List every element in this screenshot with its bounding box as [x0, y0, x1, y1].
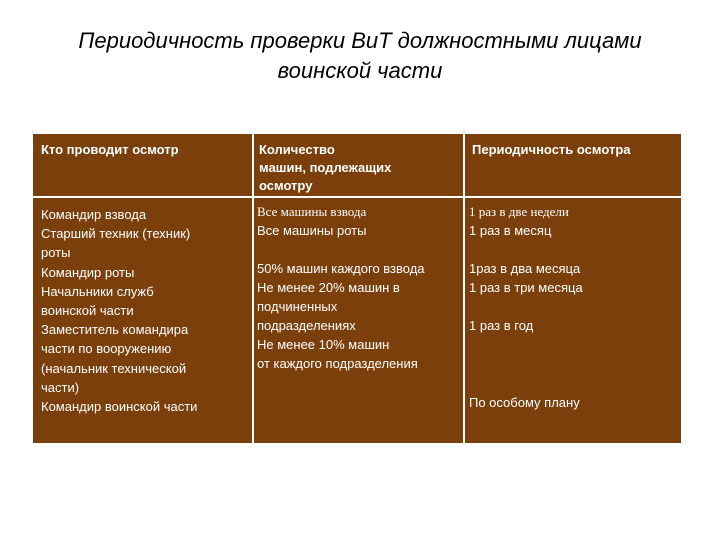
- who-line: Командир взвода: [41, 207, 147, 222]
- who-line: части): [41, 380, 80, 395]
- who-line: воинской части: [41, 303, 134, 318]
- who-line: Заместитель командира: [41, 322, 189, 337]
- slide-title-line-2: воинской части: [277, 58, 443, 83]
- count-line: подразделениях: [257, 318, 356, 333]
- count-line: от каждого подразделения: [257, 356, 418, 371]
- row-divider: [33, 196, 681, 198]
- who-line: Старший техник (техник): [41, 226, 191, 241]
- count-line: Все машины роты: [257, 223, 367, 238]
- who-line: Командир роты: [41, 265, 135, 280]
- who-line: Командир воинской части: [41, 399, 198, 414]
- slide-title-line-1: Периодичность проверки ВиТ должностными лицами: [78, 28, 642, 53]
- who-line: роты: [41, 245, 71, 260]
- who-line: (начальник технической: [41, 361, 187, 376]
- header-count-line-1: Количество: [259, 142, 335, 157]
- period-line: По особому плану: [469, 395, 580, 410]
- count-line: Все машины взвода: [257, 204, 367, 219]
- slide-title: [0, 26, 720, 86]
- count-line: подчиненных: [257, 299, 338, 314]
- count-line: Не менее 10% машин: [257, 337, 390, 352]
- header-count: [259, 141, 459, 195]
- column-divider-2: [463, 134, 465, 443]
- header-count-line-2: машин, подлежащих: [259, 160, 392, 175]
- period-line: 1 раз в две недели: [469, 204, 569, 219]
- header-period: Периодичность осмотра: [472, 142, 631, 157]
- header-who: Кто проводит осмотр: [41, 142, 179, 157]
- column-divider-1: [252, 134, 254, 443]
- period-line: 1 раз в год: [469, 318, 534, 333]
- period-line: 1 раз в месяц: [469, 223, 552, 238]
- header-count-line-3: осмотру: [259, 178, 313, 193]
- who-line: части по вооружению: [41, 341, 172, 356]
- count-line: 50% машин каждого взвода: [257, 261, 425, 276]
- count-line: Не менее 20% машин в: [257, 280, 400, 295]
- inspection-table: [33, 134, 681, 443]
- period-line: 1раз в два месяца: [469, 261, 581, 276]
- period-line: 1 раз в три месяца: [469, 280, 583, 295]
- who-line: Начальники служб: [41, 284, 154, 299]
